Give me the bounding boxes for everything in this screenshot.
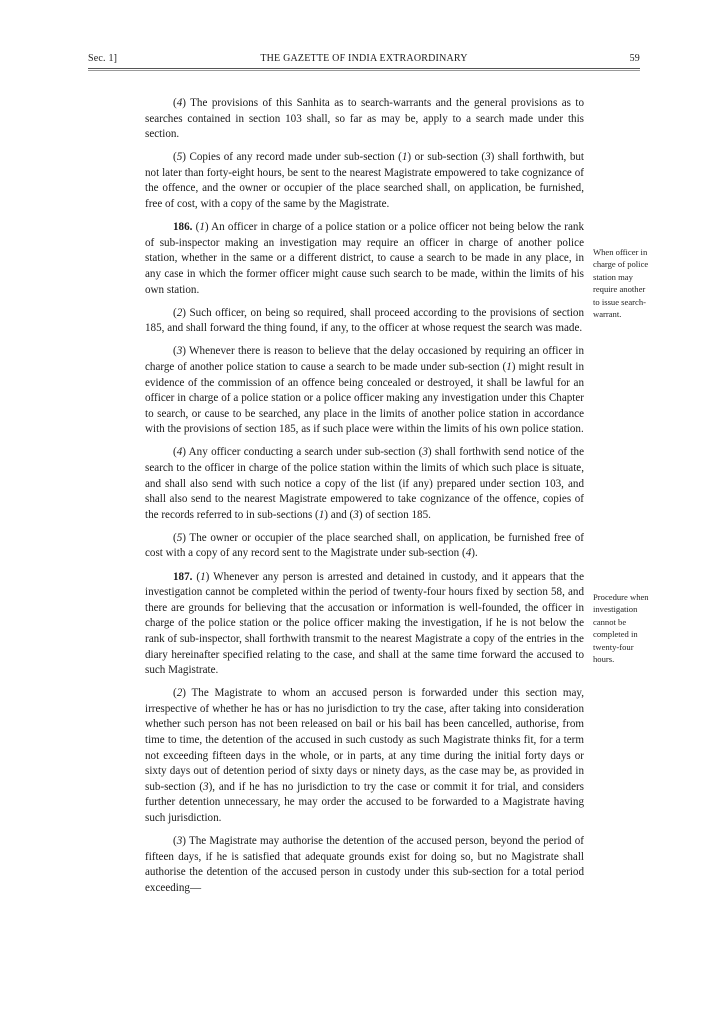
paragraph-p-185-5: (5) Copies of any record made under sub-section (1) or sub-section (3) shall forthwith, but not later than forty-eight hours, be sent to the nearest Magistrate empowered to take cognizance of the offence, and the owner or occupier of the place searched shall, on application, be furnished, free of cost, with a copy of the same by the Magistrate. xyxy=(145,151,584,211)
page-number: 59 xyxy=(629,53,640,64)
marginal-note-187: Procedure when investigation cannot be completed in twenty-four hours. xyxy=(593,592,649,665)
body-text xyxy=(145,96,584,904)
paragraph-p-186-1: 186. (1) An officer in charge of a police station or a police officer not being below the rank of sub-inspector making an investigation may require an officer in charge of another police station, whether in the same or a different district, to cause a search to be made in any place, in any case in which the former officer might cause such search to be made, within the limits of his own station. xyxy=(145,221,584,296)
paragraph-p-186-4: (4) Any officer conducting a search under sub-section (3) shall forthwith send notice of the search to the officer in charge of the police station within the limits of which such place is situate, and shall also send with such notice a copy of the list (if any) prepared under section 103, and shall also send to the nearest Magistrate empowered to take cognizance of the offence, copies of the records referred to in sub-sections (1) and (3) of section 185. xyxy=(145,446,584,521)
header-rule xyxy=(88,68,640,71)
paragraph-p-187-1: 187. (1) Whenever any person is arrested and detained in custody, and it appears that the investigation cannot be completed within the period of twenty-four hours fixed by section 58, and there are grounds for believing that the accusation or information is well-founded, the officer in charge of the police station or the police officer making the investigation, if he is not below the rank of sub-inspector, shall forthwith transmit to the nearest Magistrate a copy of the entries in the diary hereinafter specified relating to the case, and shall at the same time forward the accused to such Magistrate. xyxy=(145,570,584,677)
paragraph-p-186-5: (5) The owner or occupier of the place searched shall, on application, be furnished free of cost with a copy of any record sent to the Magistrate under sub-section (4). xyxy=(145,531,584,560)
gazette-title: THE GAZETTE OF INDIA EXTRAORDINARY xyxy=(260,53,468,64)
paragraph-p-185-4: (4) The provisions of this Sanhita as to search-warrants and the general provisions as to searches contained in section 103 shall, so far as may be, apply to a search made under this section. xyxy=(145,97,584,141)
paragraph-p-186-2: (2) Such officer, on being so required, shall proceed according to the provisions of section 185, and shall forward the thing found, if any, to the officer at whose request the search was made. xyxy=(145,306,584,335)
paragraph-p-187-2: (2) The Magistrate to whom an accused person is forwarded under this section may, irrespective of whether he has or has no jurisdiction to try the case, after taking into consideration whether such person has not been released on bail or his bail has been cancelled, authorise, from time to time, the detention of the accused in such custody as such Magistrate thinks fit, for a term not exceeding fifteen days in the whole, or in parts, at any time during the initial forty days or sixty days out of detention period of sixty days or ninety days, as the case may be, as provided in sub-section (3), and if he has no jurisdiction to try the case or commit it for trial, and considers further detention unnecessary, he may order the accused to be forwarded to a Magistrate having such jurisdiction. xyxy=(145,687,584,824)
running-header xyxy=(88,53,640,69)
marginal-note-186: When officer in charge of police station may require another to issue search-warrant. xyxy=(593,247,649,320)
paragraph-p-186-3: (3) Whenever there is reason to believe that the delay occasioned by requiring an officer in charge of another police station to cause a search to be made under sub-section (1) might result in evidence of the commission of an offence being concealed or destroyed, it shall be lawful for an officer in charge of a police station or a police officer making any investigation under this Chapter to search, or cause to be searched, any place in the limits of another police station in accordance with the provisions of section 185, as if such place were within the limits of his own police station. xyxy=(145,345,584,436)
paragraph-p-187-3: (3) The Magistrate may authorise the detention of the accused person, beyond the period of fifteen days, if he is satisfied that adequate grounds exist for doing so, but no Magistrate shall authorise the detention of the accused person in custody under this sub-section for a total period exceeding— xyxy=(145,835,584,894)
section-ref: Sec. 1] xyxy=(88,53,118,64)
